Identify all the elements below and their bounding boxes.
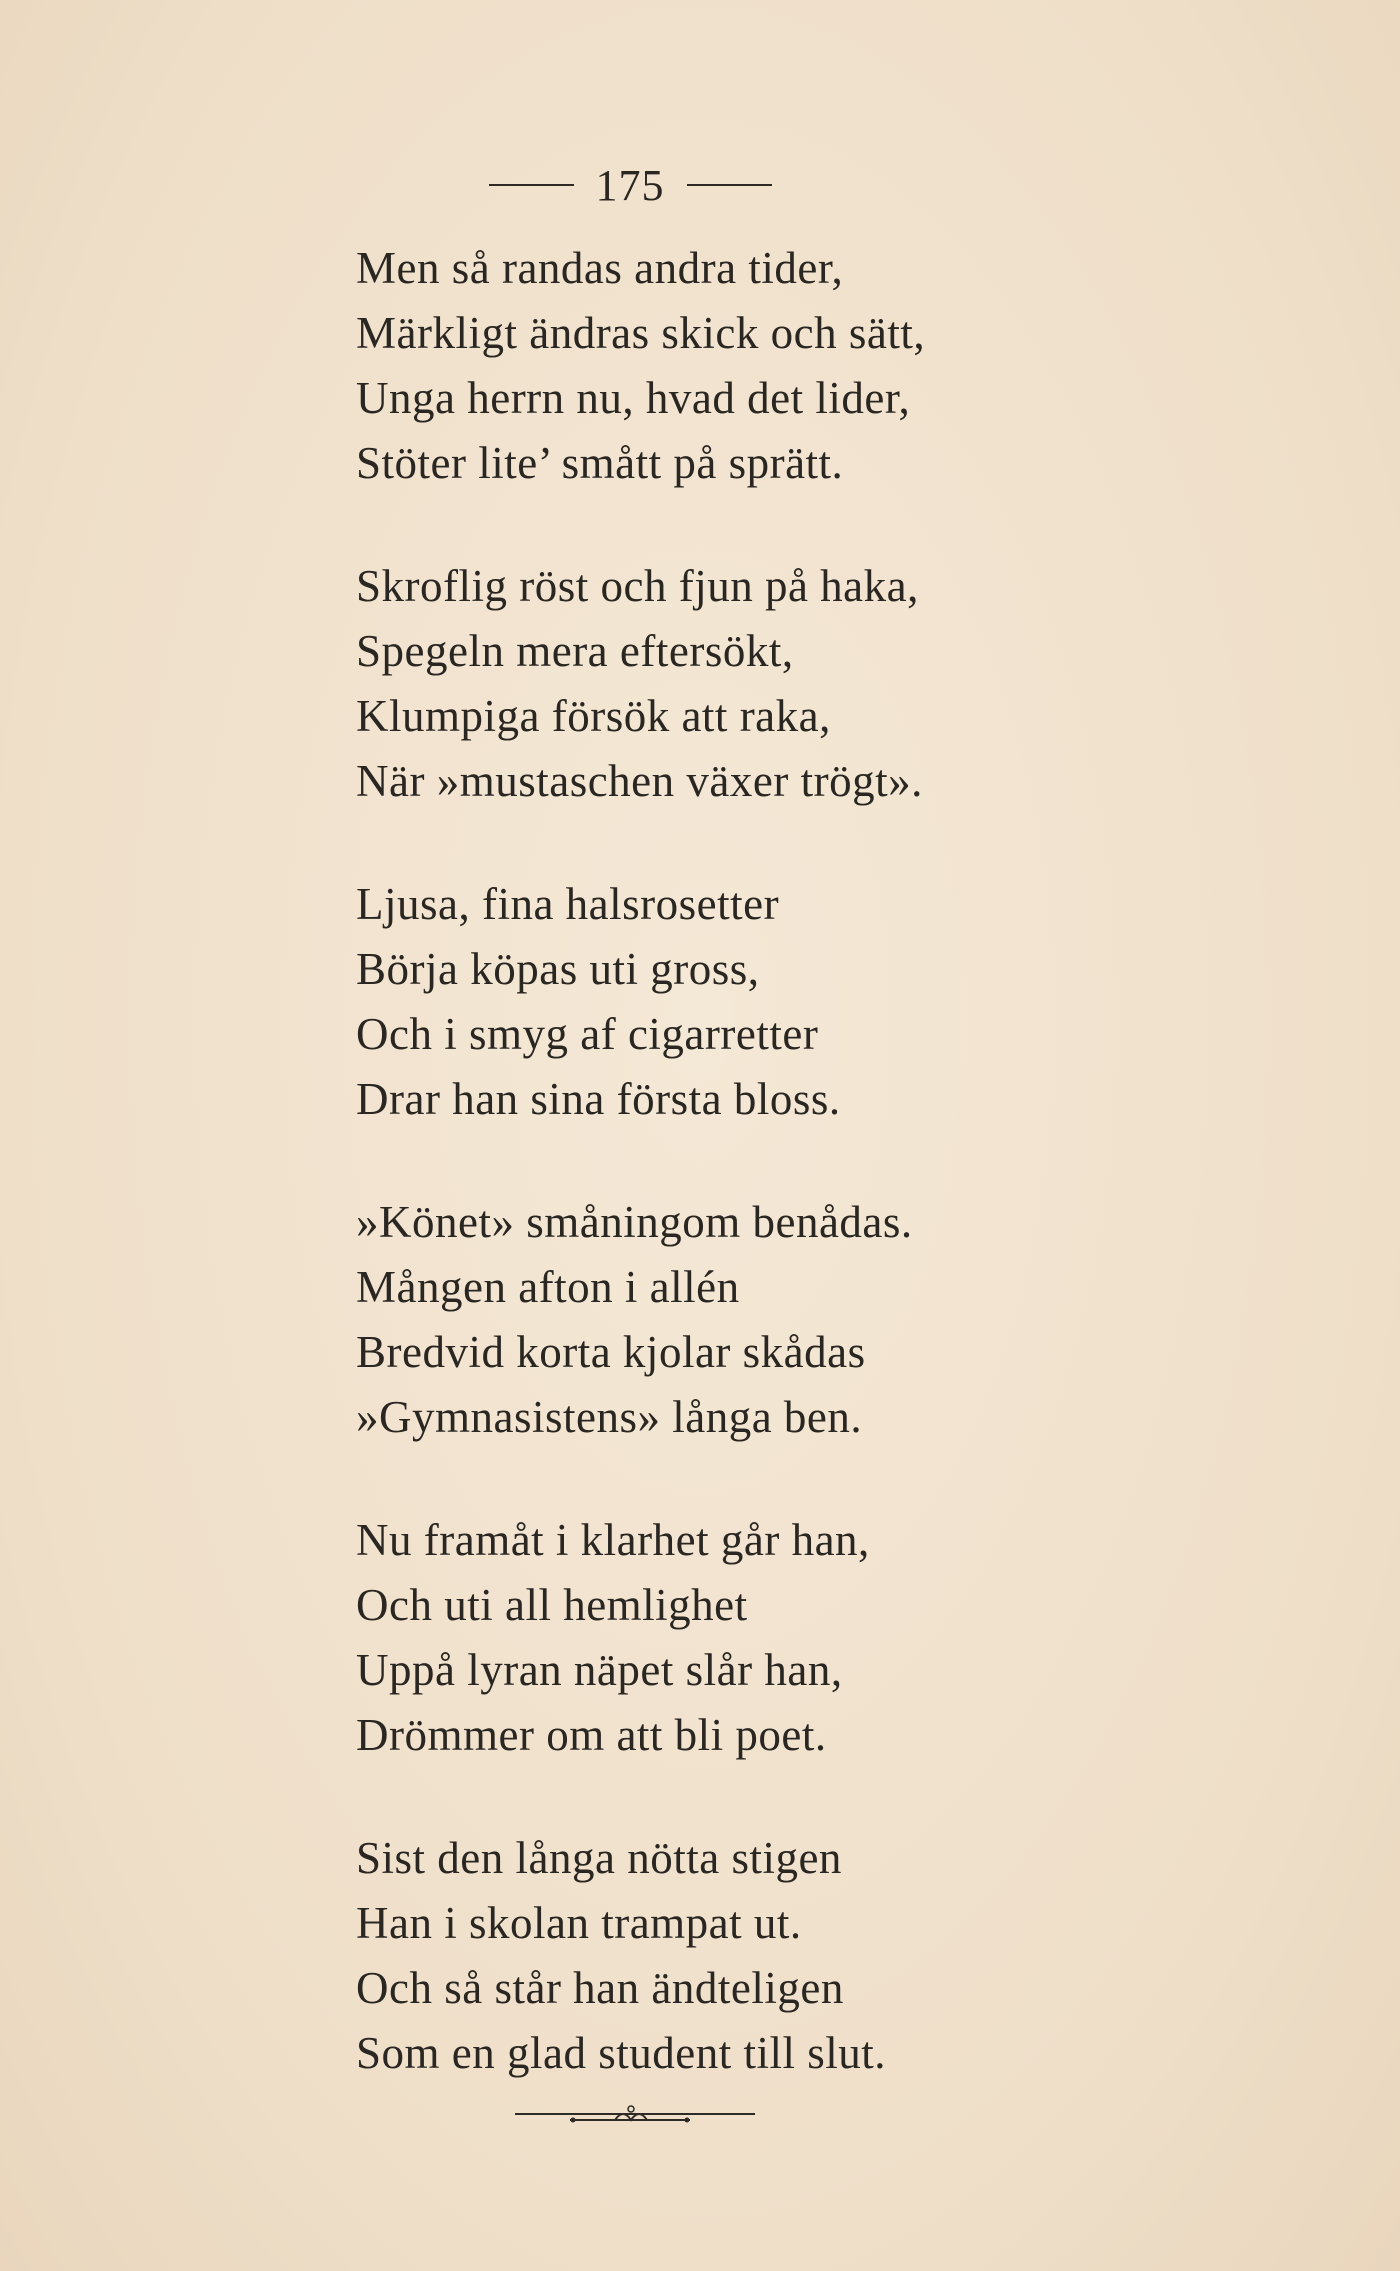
poem-line: Märkligt ändras skick och sätt, xyxy=(356,308,926,358)
poem-line: »Könet» småningom benådas. xyxy=(356,1197,913,1247)
stanza-4 xyxy=(356,1190,1116,1450)
stanza-3 xyxy=(356,872,1116,1132)
poem-line: Mången afton i allén xyxy=(356,1262,740,1312)
poem-line: Skroflig röst och fjun på haka, xyxy=(356,561,919,611)
stanza-5 xyxy=(356,1508,1116,1768)
poem-line: Stöter lite’ smått på sprätt. xyxy=(356,438,844,488)
header-dash-left xyxy=(489,184,574,186)
page-number: 175 xyxy=(595,160,665,210)
poem-line: Drar han sina första bloss. xyxy=(356,1074,841,1124)
poem-line: Unga herrn nu, hvad det lider, xyxy=(356,373,911,423)
poem xyxy=(356,236,1116,2144)
page-header xyxy=(480,155,780,215)
poem-line: Nu framåt i klarhet går han, xyxy=(356,1515,870,1565)
poem-line: Men så randas andra tider, xyxy=(356,243,844,293)
stanza-6 xyxy=(356,1826,1116,2086)
poem-line: Och i smyg af cigarretter xyxy=(356,1009,819,1059)
poem-line: Bredvid korta kjolar skådas xyxy=(356,1327,866,1377)
poem-line: Klumpiga försök att raka, xyxy=(356,691,831,741)
poem-line: Och så står han ändteligen xyxy=(356,1963,844,2013)
poem-line: Ljusa, fina halsrosetter xyxy=(356,879,780,929)
poem-line: Som en glad student till slut. xyxy=(356,2028,886,2078)
poem-line: När »mustaschen växer trögt». xyxy=(356,756,923,806)
end-ornament-icon xyxy=(515,2100,755,2130)
poem-line: Spegeln mera eftersökt, xyxy=(356,626,794,676)
stanza-2 xyxy=(356,554,1116,814)
poem-line: Börja köpas uti gross, xyxy=(356,944,760,994)
header-dash-right xyxy=(687,184,772,186)
poem-line: Och uti all hemlighet xyxy=(356,1580,748,1630)
stanza-1 xyxy=(356,236,1116,496)
poem-line: Han i skolan trampat ut. xyxy=(356,1898,802,1948)
poem-line: Sist den långa nötta stigen xyxy=(356,1833,842,1883)
poem-line: Drömmer om att bli poet. xyxy=(356,1710,827,1760)
poem-line: »Gymnasistens» långa ben. xyxy=(356,1392,863,1442)
poem-line: Uppå lyran näpet slår han, xyxy=(356,1645,843,1695)
